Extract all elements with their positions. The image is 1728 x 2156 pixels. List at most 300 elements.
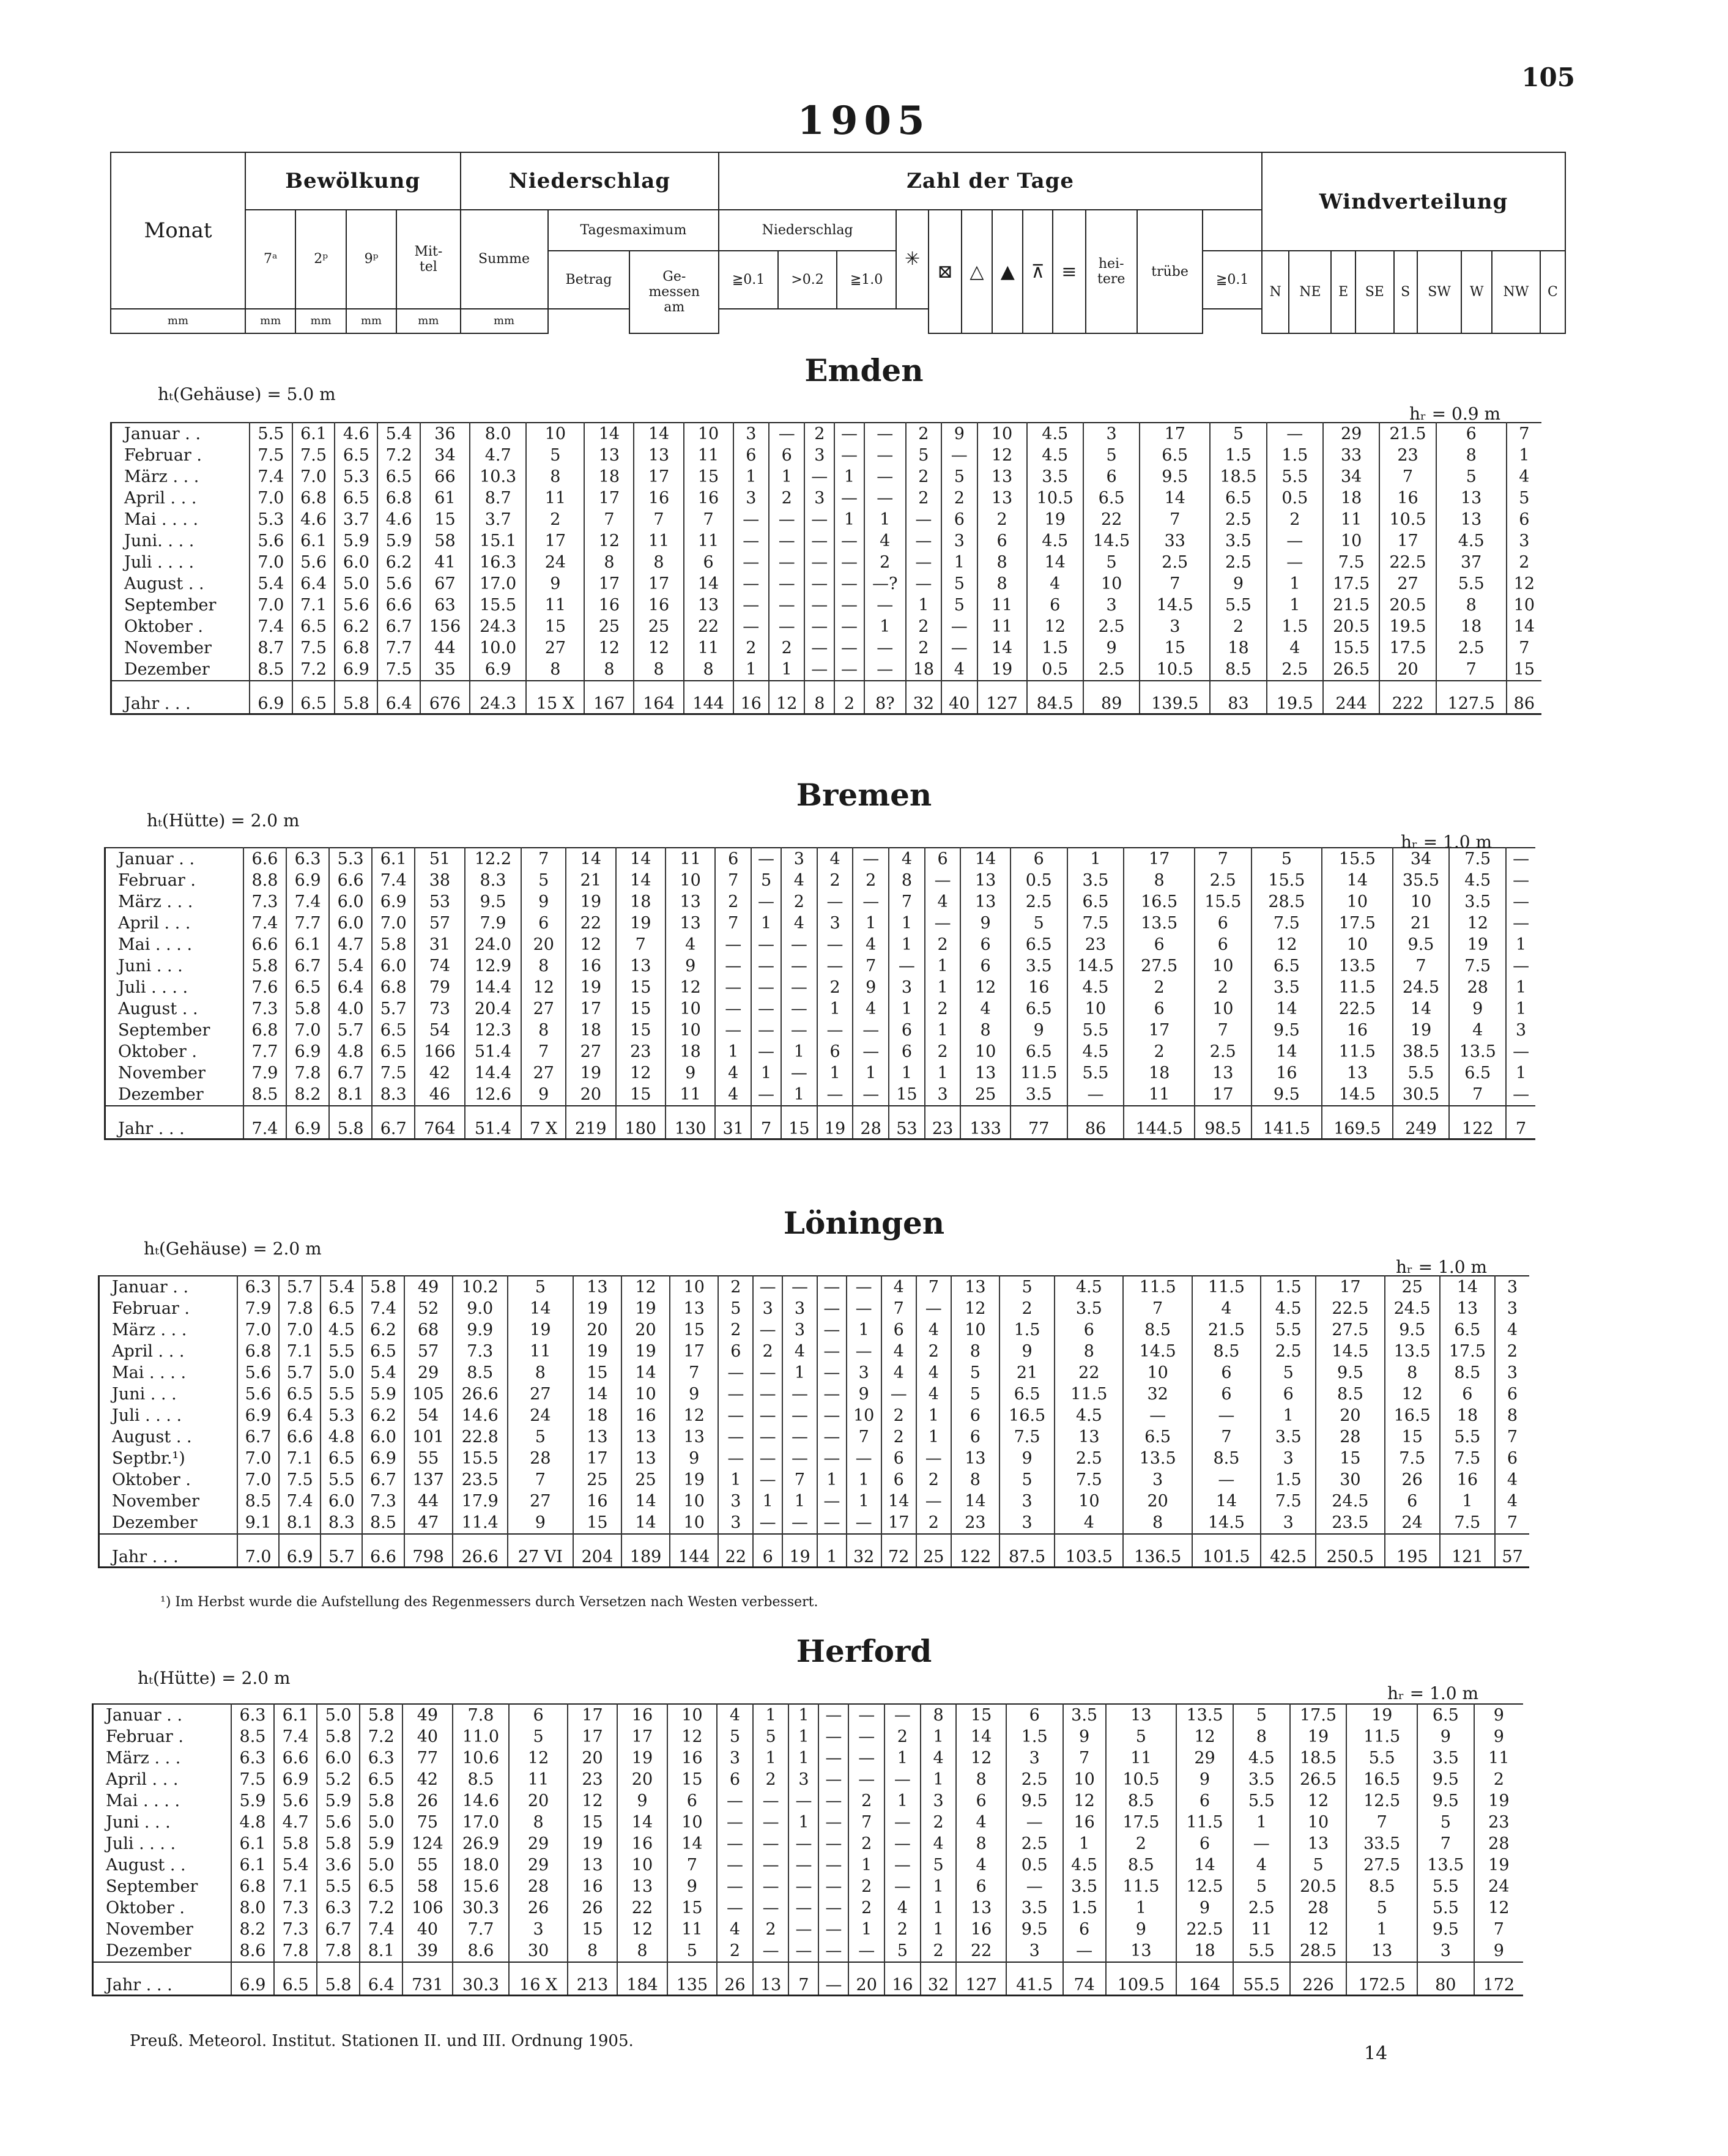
value-cell: 51.4 — [465, 1106, 522, 1139]
value-cell: 14 — [621, 1362, 670, 1384]
value-cell: 13 — [977, 487, 1027, 509]
value-cell: 15 — [1316, 1448, 1384, 1469]
value-cell: 8.1 — [279, 1512, 321, 1534]
value-cell: — — [884, 1812, 921, 1833]
value-cell: 4 — [715, 1084, 751, 1106]
month-cell: August . . — [111, 573, 250, 595]
value-cell: 22.5 — [1176, 1919, 1233, 1940]
value-cell: 8 — [1436, 445, 1507, 466]
value-cell: — — [884, 1876, 921, 1897]
value-cell: — — [1506, 955, 1535, 977]
value-cell: 6 — [1192, 1362, 1261, 1384]
value-cell: 13 — [573, 1276, 621, 1298]
value-cell: 28 — [853, 1106, 889, 1139]
value-cell: 21.5 — [1323, 595, 1379, 616]
header-wind-e: E — [1331, 251, 1355, 333]
value-cell: 7.8 — [274, 1940, 317, 1962]
value-cell: 7.9 — [237, 1298, 279, 1319]
value-cell: 6.8 — [231, 1876, 274, 1897]
value-cell: 1 — [1063, 1833, 1106, 1854]
value-cell: 3 — [1083, 423, 1140, 445]
unit-mm-1: mm — [295, 309, 346, 333]
value-cell: 3.5 — [1063, 1876, 1106, 1897]
value-cell: 17 — [584, 487, 634, 509]
value-cell: 10 — [847, 1405, 881, 1426]
value-cell: 16 — [568, 1876, 617, 1897]
value-cell: 13 — [573, 1426, 621, 1448]
value-cell: 8 — [568, 1940, 617, 1962]
table-row — [105, 934, 1536, 955]
value-cell: —? — [864, 573, 906, 595]
value-cell: — — [1506, 913, 1535, 934]
table-row — [99, 1319, 1530, 1341]
value-cell: 3 — [753, 1298, 782, 1319]
value-cell: 15 — [568, 1812, 617, 1833]
header-threshold-1: ≧0.1 — [719, 251, 778, 308]
value-cell: 17 — [634, 573, 683, 595]
value-cell: 6.0 — [372, 955, 415, 977]
value-cell: 6 — [1027, 595, 1083, 616]
header-wind-ne: NE — [1289, 251, 1331, 333]
value-cell: 5.8 — [360, 1790, 402, 1812]
value-cell: 2 — [715, 891, 751, 913]
value-cell: 24 — [1474, 1876, 1523, 1897]
value-cell: 26.6 — [453, 1384, 508, 1405]
value-cell: — — [753, 1469, 782, 1491]
header-truebe: trübe — [1137, 210, 1203, 333]
value-cell: 7.5 — [231, 1769, 274, 1790]
value-cell: 18 — [1124, 1062, 1194, 1084]
value-cell: 1 — [817, 1469, 847, 1491]
value-cell: 16 — [566, 955, 615, 977]
value-cell: — — [782, 1384, 817, 1405]
value-cell: 5.5 — [1233, 1940, 1290, 1962]
value-cell: 13 — [684, 595, 733, 616]
value-cell: 4 — [864, 530, 906, 552]
value-cell: 6 — [717, 1769, 753, 1790]
value-cell: 6.1 — [231, 1854, 274, 1876]
value-cell: 10 — [1083, 573, 1140, 595]
value-cell: — — [804, 659, 834, 681]
value-cell: 7.1 — [292, 595, 335, 616]
value-cell: 9 — [670, 1384, 718, 1405]
value-cell: 8.5 — [237, 1491, 279, 1512]
value-cell: 6 — [881, 1469, 916, 1491]
value-cell: — — [818, 1854, 848, 1876]
value-cell: 7.2 — [377, 445, 420, 466]
value-cell: — — [753, 1876, 789, 1897]
month-cell: Juli . . . . — [111, 552, 250, 573]
value-cell: 2 — [804, 423, 834, 445]
value-cell: — — [1006, 1876, 1063, 1897]
value-cell: 3.5 — [1067, 870, 1124, 891]
value-cell: 3 — [1495, 1298, 1529, 1319]
value-cell: 5.6 — [250, 530, 292, 552]
value-cell: — — [864, 466, 906, 487]
value-cell: 14 — [1192, 1491, 1261, 1512]
value-cell: 47 — [404, 1512, 453, 1534]
value-cell: 7.2 — [292, 659, 335, 681]
value-cell: 10 — [526, 423, 584, 445]
value-cell: 36 — [420, 423, 470, 445]
station-title-loeningen: Löningen — [783, 1205, 945, 1241]
value-cell: 12 — [1474, 1897, 1523, 1919]
value-cell: 3.5 — [1261, 1426, 1316, 1448]
value-cell: — — [781, 934, 817, 955]
month-cell: Februar . — [93, 1726, 232, 1747]
value-cell: 14 — [667, 1833, 717, 1854]
value-cell: 5 — [1210, 423, 1266, 445]
value-cell: 16 — [634, 595, 683, 616]
value-cell: 2 — [733, 637, 769, 659]
value-cell: 8 — [508, 1362, 573, 1384]
value-cell: — — [818, 1940, 848, 1962]
header-threshold-4: ≧0.1 — [1203, 251, 1262, 308]
value-cell: 86 — [1507, 681, 1541, 714]
value-cell: 5 — [1436, 466, 1507, 487]
value-cell: 18 — [1323, 487, 1379, 509]
value-cell: 27 — [1379, 573, 1436, 595]
value-cell: 7.2 — [360, 1726, 402, 1747]
value-cell: 7 — [715, 913, 751, 934]
value-cell: 5 — [906, 445, 941, 466]
value-cell: 7.7 — [286, 913, 329, 934]
value-cell: 9 — [1474, 1940, 1523, 1962]
value-cell: 2 — [1507, 552, 1541, 573]
value-cell: 13 — [1322, 1062, 1392, 1084]
value-cell: — — [751, 934, 781, 955]
table-row — [105, 870, 1536, 891]
value-cell: 7 — [881, 1298, 916, 1319]
table-row — [105, 913, 1536, 934]
value-cell: 2.5 — [1055, 1448, 1123, 1469]
table-row-jahr — [99, 1534, 1530, 1568]
value-cell: 7.0 — [292, 466, 335, 487]
value-cell: — — [916, 1448, 951, 1469]
value-cell: 55 — [402, 1854, 452, 1876]
value-cell: 1 — [921, 1876, 957, 1897]
month-cell: Januar . . — [105, 848, 244, 870]
value-cell: 6.7 — [377, 616, 420, 637]
value-cell: — — [1506, 870, 1535, 891]
value-cell: 7.5 — [250, 445, 292, 466]
value-cell: 5 — [526, 445, 584, 466]
value-cell: 1.5 — [1006, 1726, 1063, 1747]
value-cell: 6.0 — [362, 1426, 404, 1448]
value-cell: 24.0 — [465, 934, 522, 955]
value-cell: 1 — [1346, 1919, 1417, 1940]
value-cell: 5.9 — [360, 1833, 402, 1854]
value-cell: 8 — [526, 659, 584, 681]
value-cell: 8.5 — [243, 1084, 286, 1106]
value-cell: 13 — [956, 1897, 1006, 1919]
value-cell: 244 — [1323, 681, 1379, 714]
value-cell: — — [848, 1704, 884, 1726]
value-cell: 7.0 — [279, 1319, 321, 1341]
value-cell: 6 — [1507, 509, 1541, 530]
value-cell: 4 — [1055, 1512, 1123, 1534]
value-cell: 7 — [634, 509, 683, 530]
value-cell: 7 — [521, 1041, 566, 1062]
value-cell: 8 — [1385, 1362, 1440, 1384]
value-cell: — — [782, 1426, 817, 1448]
value-cell: — — [1506, 1084, 1535, 1106]
value-cell: 7 — [1507, 637, 1541, 659]
value-cell: 17 — [573, 1448, 621, 1469]
value-cell: 4.7 — [274, 1812, 317, 1833]
value-cell: 8.3 — [465, 870, 522, 891]
value-cell: 121 — [1440, 1534, 1495, 1568]
value-cell: 8? — [864, 681, 906, 714]
value-cell: — — [818, 1769, 848, 1790]
month-cell: November — [111, 637, 250, 659]
value-cell: 32 — [921, 1962, 957, 1996]
table-row — [105, 1062, 1536, 1084]
value-cell: 11 — [667, 1919, 717, 1940]
value-cell: 18.0 — [453, 1854, 510, 1876]
value-cell: 6.3 — [231, 1747, 274, 1769]
value-cell: 2 — [848, 1897, 884, 1919]
value-cell: 1.5 — [999, 1319, 1055, 1341]
value-cell: 6 — [977, 530, 1027, 552]
value-cell: 3 — [788, 1769, 818, 1790]
value-cell: 1 — [733, 466, 769, 487]
value-cell: 6.9 — [286, 870, 329, 891]
value-cell: — — [817, 1491, 847, 1512]
value-cell: 7 — [1123, 1298, 1192, 1319]
value-cell: 8.7 — [470, 487, 526, 509]
value-cell: 21 — [566, 870, 615, 891]
value-cell: 8 — [584, 659, 634, 681]
value-cell: 4 — [889, 848, 925, 870]
value-cell: 2.5 — [1210, 509, 1266, 530]
value-cell: — — [788, 1854, 818, 1876]
value-cell: 8.1 — [329, 1084, 372, 1106]
table-row — [99, 1469, 1530, 1491]
value-cell: — — [817, 891, 853, 913]
value-cell: 11.5 — [1055, 1384, 1123, 1405]
value-cell: 4 — [817, 848, 853, 870]
value-cell: — — [753, 1897, 789, 1919]
value-cell: 3 — [781, 848, 817, 870]
value-cell: 2 — [925, 998, 961, 1020]
table-row — [105, 891, 1536, 913]
value-cell: 15 — [573, 1512, 621, 1534]
value-cell: 9 — [508, 1512, 573, 1534]
value-cell: 15 — [573, 1362, 621, 1384]
value-cell: 16 — [621, 1405, 670, 1426]
value-cell: 14 — [616, 870, 666, 891]
value-cell: 10 — [670, 1276, 718, 1298]
value-cell: 16 — [1379, 487, 1436, 509]
value-cell: 8 — [977, 552, 1027, 573]
value-cell: 6.6 — [362, 1534, 404, 1568]
value-cell: 3 — [782, 1298, 817, 1319]
value-cell: — — [818, 1962, 848, 1996]
value-cell: 17 — [526, 530, 584, 552]
header-threshold-3: ≧1.0 — [837, 251, 896, 308]
value-cell: — — [788, 1876, 818, 1897]
value-cell: 14.6 — [453, 1405, 508, 1426]
value-cell: 1 — [921, 1769, 957, 1790]
value-cell: 1 — [1506, 934, 1535, 955]
value-cell: 8.0 — [470, 423, 526, 445]
value-cell: 12 — [1063, 1790, 1106, 1812]
value-cell: — — [782, 1405, 817, 1426]
value-cell: 5 — [1083, 445, 1140, 466]
value-cell: 13.5 — [1322, 955, 1392, 977]
value-cell: 6.7 — [372, 1106, 415, 1139]
value-cell: 6 — [733, 445, 769, 466]
value-cell: 39 — [402, 1940, 452, 1962]
value-cell: 9 — [1449, 998, 1506, 1020]
value-cell: 4 — [1495, 1319, 1529, 1341]
value-cell: 5.6 — [335, 595, 377, 616]
value-cell: 7.8 — [286, 1062, 329, 1084]
value-cell: — — [751, 1041, 781, 1062]
value-cell: 26 — [568, 1897, 617, 1919]
value-cell: 5.7 — [329, 1020, 372, 1041]
header-betrag: Betrag — [548, 251, 630, 308]
value-cell: 3 — [1006, 1940, 1063, 1962]
value-cell: 4.5 — [1067, 1041, 1124, 1062]
header-wind-nw: NW — [1492, 251, 1540, 333]
value-cell: 3 — [733, 423, 769, 445]
value-cell: 4 — [941, 659, 977, 681]
value-cell: — — [847, 1276, 881, 1298]
month-cell: März . . . — [99, 1319, 238, 1341]
month-cell: Februar . — [105, 870, 244, 891]
value-cell: 13.5 — [1417, 1854, 1474, 1876]
value-cell: 16 — [617, 1833, 667, 1854]
value-cell: 16 — [1063, 1812, 1106, 1833]
value-cell: 6 — [684, 552, 733, 573]
footnote-loeningen: ¹) Im Herbst wurde die Aufstellung des Regenmessers durch Versetzen nach Westen verbessert. — [160, 1595, 818, 1610]
value-cell: 12.5 — [1176, 1876, 1233, 1897]
value-cell: 6 — [881, 1448, 916, 1469]
value-cell: 6.4 — [360, 1962, 402, 1996]
value-cell: 10 — [666, 870, 715, 891]
value-cell: 127.5 — [1436, 681, 1507, 714]
month-cell: Jahr . . . — [105, 1106, 244, 1139]
table-row — [93, 1812, 1524, 1833]
value-cell: — — [804, 530, 834, 552]
value-cell: 42 — [415, 1062, 464, 1084]
value-cell: 5.7 — [279, 1276, 321, 1298]
value-cell: 19 — [573, 1341, 621, 1362]
value-cell: 7 — [916, 1276, 951, 1298]
value-cell: — — [781, 1062, 817, 1084]
value-cell: 13.5 — [1124, 913, 1194, 934]
value-cell: 1 — [1267, 573, 1323, 595]
value-cell: 11 — [666, 848, 715, 870]
value-cell: 4 — [1192, 1298, 1261, 1319]
value-cell: 20.5 — [1290, 1876, 1347, 1897]
header-bew-9p: 9ᵖ — [346, 210, 396, 308]
value-cell: 10 — [960, 1041, 1010, 1062]
value-cell: 14.5 — [1123, 1341, 1192, 1362]
header-wind-w: W — [1461, 251, 1492, 333]
value-cell: 5 — [751, 870, 781, 891]
value-cell: 219 — [566, 1106, 615, 1139]
value-cell: 27 — [521, 1062, 566, 1084]
value-cell: 7.7 — [453, 1919, 510, 1940]
value-cell: 7.4 — [286, 891, 329, 913]
value-cell: 5.5 — [1417, 1897, 1474, 1919]
value-cell: 3 — [1495, 1276, 1529, 1298]
value-cell: 13 — [960, 870, 1010, 891]
value-cell: — — [834, 659, 864, 681]
value-cell: 15 — [526, 616, 584, 637]
value-cell: 23 — [616, 1041, 666, 1062]
value-cell: 7.4 — [250, 616, 292, 637]
value-cell: 8 — [1436, 595, 1507, 616]
value-cell: 7 — [1449, 1084, 1506, 1106]
value-cell: 33 — [1140, 530, 1210, 552]
value-cell: 3 — [1083, 595, 1140, 616]
value-cell: — — [715, 934, 751, 955]
value-cell: 17 — [1124, 848, 1194, 870]
station-table-bremen — [104, 847, 1535, 1140]
value-cell: 9 — [1083, 637, 1140, 659]
value-cell: 1 — [884, 1747, 921, 1769]
value-cell: 16.5 — [999, 1405, 1055, 1426]
value-cell: 6.5 — [279, 1384, 321, 1405]
value-cell: — — [715, 955, 751, 977]
value-cell: 19 — [1393, 1020, 1450, 1041]
table-row — [93, 1833, 1524, 1854]
value-cell: 40 — [402, 1919, 452, 1940]
value-cell: 13 — [1106, 1940, 1176, 1962]
value-cell: — — [818, 1790, 848, 1812]
value-cell: 5 — [521, 870, 566, 891]
table-row — [93, 1769, 1524, 1790]
value-cell: — — [884, 1854, 921, 1876]
value-cell: 5.5 — [1261, 1319, 1316, 1341]
table-row — [105, 1020, 1536, 1041]
page-footer: Preuß. Meteorol. Institut. Stationen II. und III. Ordnung 1905. — [130, 2032, 634, 2050]
value-cell: 17 — [1316, 1276, 1384, 1298]
value-cell: 14.5 — [1083, 530, 1140, 552]
value-cell: 1 — [788, 1704, 818, 1726]
value-cell: 7.0 — [237, 1534, 279, 1568]
value-cell: 3.5 — [1010, 1084, 1067, 1106]
table-row — [111, 445, 1542, 466]
value-cell: 7.5 — [999, 1426, 1055, 1448]
value-cell: 12 — [621, 1276, 670, 1298]
value-cell: — — [817, 1512, 847, 1534]
value-cell: 55 — [404, 1448, 453, 1469]
value-cell: 5.4 — [250, 573, 292, 595]
value-cell: 19 — [1474, 1854, 1523, 1876]
value-cell: 2 — [753, 1769, 789, 1790]
value-cell: 7 — [508, 1469, 573, 1491]
value-cell: 4 — [881, 1276, 916, 1298]
value-cell: — — [818, 1812, 848, 1833]
value-cell: 8.7 — [250, 637, 292, 659]
month-cell: Juli . . . . — [99, 1405, 238, 1426]
value-cell: 5.8 — [243, 955, 286, 977]
value-cell: 5 — [921, 1854, 957, 1876]
value-cell: 5.5 — [250, 423, 292, 445]
value-cell: 26 — [509, 1897, 567, 1919]
value-cell: 1 — [925, 977, 961, 998]
value-cell: 1 — [1267, 595, 1323, 616]
value-cell: 24.5 — [1385, 1298, 1440, 1319]
value-cell: 169.5 — [1322, 1106, 1392, 1139]
value-cell: 8 — [509, 1812, 567, 1833]
value-cell: 8.5 — [1192, 1448, 1261, 1469]
